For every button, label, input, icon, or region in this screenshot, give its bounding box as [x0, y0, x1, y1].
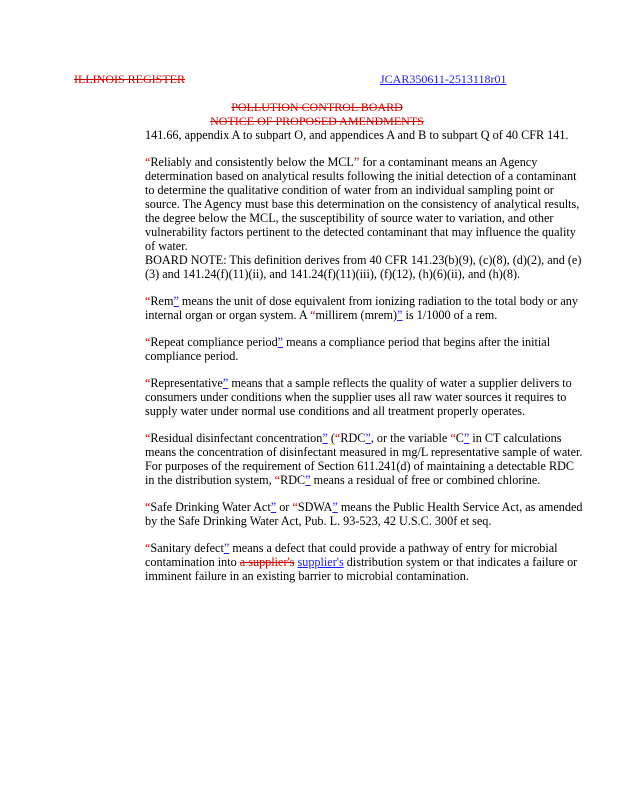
defined-term: Rem [150, 294, 174, 308]
defined-term: millirem (mrem) [315, 308, 398, 322]
board-note: BOARD NOTE: This definition derives from 40 CFR 141.23(b)(9), (c)(8), (d)(2), and (e)(3) and 141.24(f)(11)(ii), and 141.24(f)(11)(iii), (f)(12), (h)(6)(ii), and (h)(8). [145, 253, 582, 281]
defined-term: RDC [280, 473, 306, 487]
definition-repeat-compliance-period: “Repeat compliance period” means a compliance period that begins after the initial compliance period. [145, 335, 551, 363]
register-title: ILLINOIS REGISTER [74, 72, 185, 86]
inserted-text: supplier's [297, 555, 344, 569]
document-code: JCAR350611-2513118r01 [380, 72, 507, 86]
notice-title: NOTICE OF PROPOSED AMENDMENTS [210, 114, 424, 128]
defined-term: Safe Drinking Water Act [150, 500, 271, 514]
definition-safe-drinking-water-act: “Safe Drinking Water Act” or “SDWA” means the Public Health Service Act, as amended by the Safe Drinking Water Act, Pub. L. 93-523, 42 U.S.C. 300f et seq. [145, 500, 583, 528]
defined-term: SDWA [297, 500, 333, 514]
defined-term: C [455, 431, 464, 445]
paragraph-cfr-reference: 141.66, appendix A to subpart O, and appendices A and B to subpart Q of 40 CFR 141. [145, 128, 569, 142]
defined-term: Residual disinfectant concentration [150, 431, 323, 445]
defined-term: Reliably and consistently below the MCL [150, 155, 354, 169]
defined-term: Representative [150, 376, 223, 390]
defined-term: RDC [340, 431, 366, 445]
defined-term: Repeat compliance period [150, 335, 278, 349]
deleted-text: a supplier's [239, 555, 295, 569]
definition-sanitary-defect: “Sanitary defect” means a defect that could provide a pathway of entry for microbial contamination into a supplier's supplier's distribution system or that indicates a failure or imminent failure in an existing barrier to microbial contamination. [145, 541, 578, 583]
agency-name: POLLUTION CONTROL BOARD [231, 100, 403, 114]
definition-rem: “Rem” means the unit of dose equivalent from ionizing radiation to the total body or any internal organ or organ system. A “millirem (mrem)” is 1/1000 of a rem. [145, 294, 578, 322]
definition-residual-disinfectant: “Residual disinfectant concentration” (“RDC”, or the variable “C” in CT calculations means the concentration of disinfectant measured in mg/L representative sample of water. For purposes of the requirement of Section 611.241(d) of maintaining a detectable RDC in the distribution system, “RDC” means a residual of free or combined chlorine. [145, 431, 583, 487]
definition-representative: “Representative” means that a sample reflects the quality of water a supplier delivers to consumers under conditions when the supplier uses all raw water sources it requires to supply water under normal use conditions and all treatment properly operates. [145, 376, 572, 418]
definition-reliably-consistently: “Reliably and consistently below the MCL” for a contaminant means an Agency determination based on analytical results following the initial detection of a contaminant to determine the qualitative condition of water from an individual sampling point or source. The Agency must base this determination on the consistency of analytical results, the degree below the MCL, the susceptibility of source water to variation, and other vulnerability factors pertinent to the detected contaminant that may influence the quality of water. BOARD NOTE: This definition derives from 40 CFR 141.23(b)(9), (c)(8), (d)(2), and (e)(3) and 141.24(f)(11)(ii), and 141.24(f)(11)(iii), (f)(12), (h)(6)(ii), and (h)(8). [145, 155, 582, 281]
defined-term: Sanitary defect [150, 541, 224, 555]
document-body [145, 128, 585, 596]
